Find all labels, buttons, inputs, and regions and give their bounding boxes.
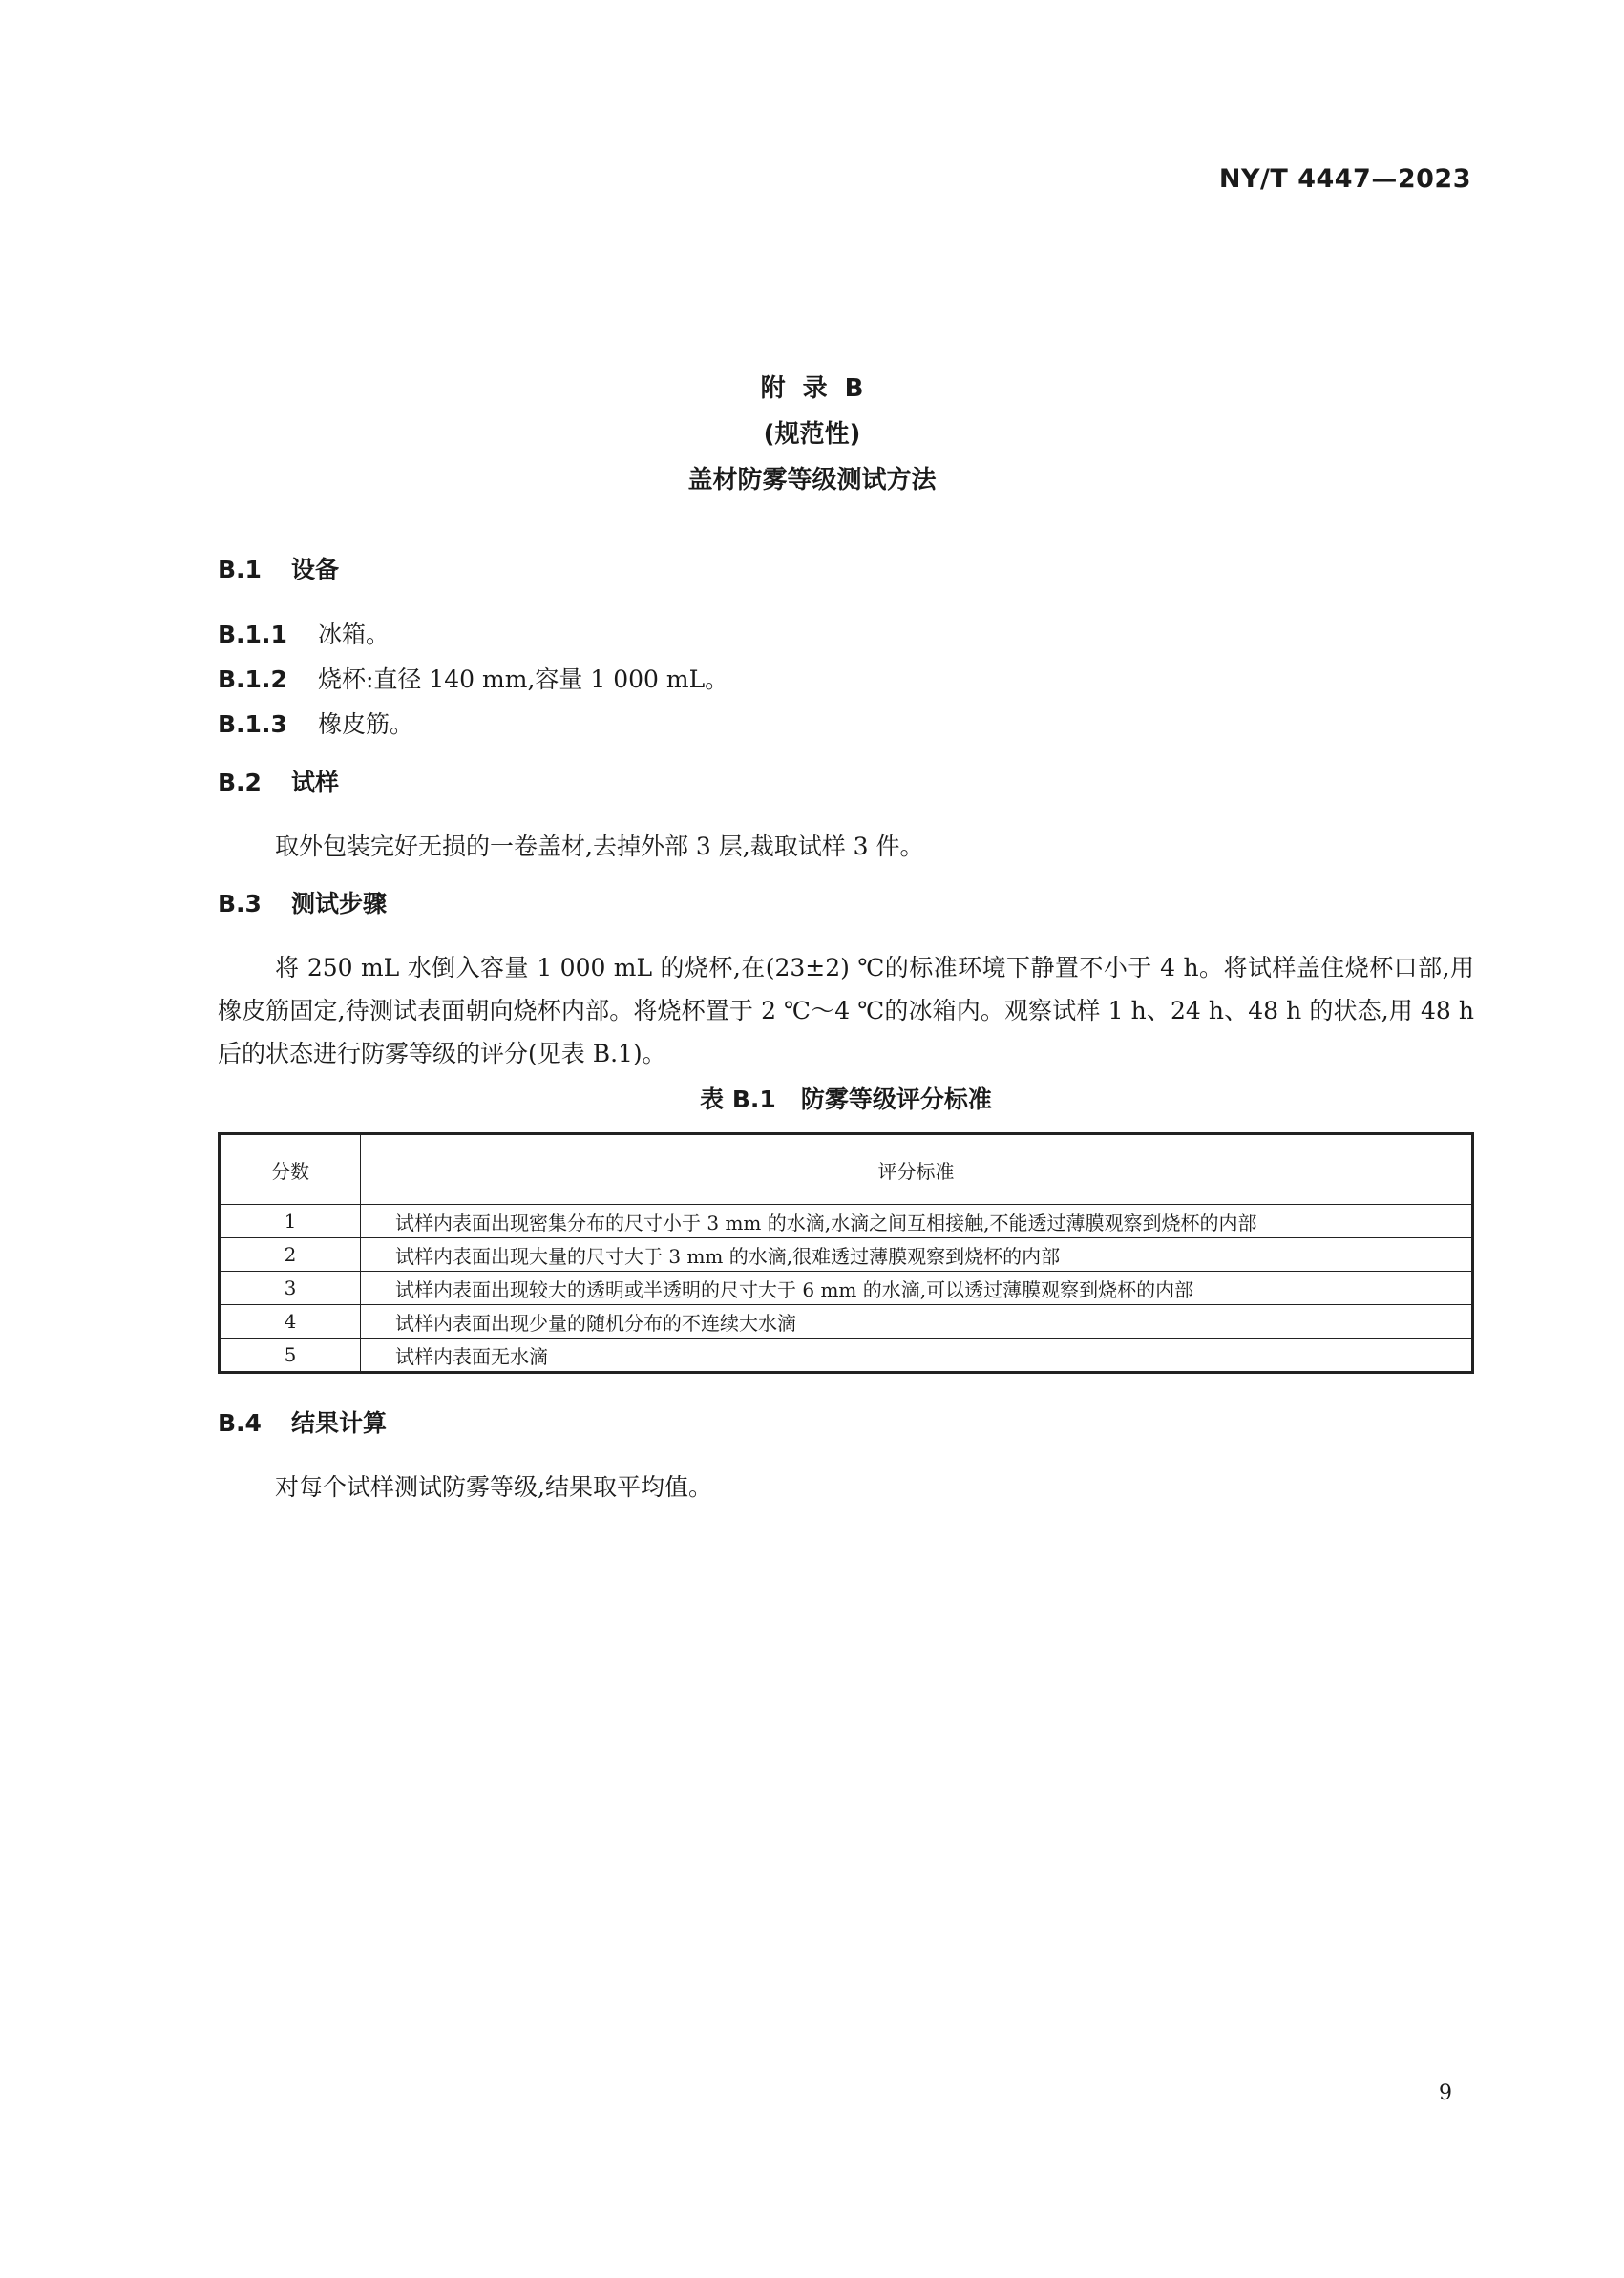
appendix-label: 附录B xyxy=(760,374,881,403)
score-cell: 4 xyxy=(220,1305,361,1339)
table-caption-number: 表 B.1 xyxy=(700,1086,776,1113)
criteria-cell: 试样内表面出现大量的尺寸大于 3 mm 的水滴,很难透过薄膜观察到烧杯的内部 xyxy=(361,1238,1473,1272)
section-number: B.1 xyxy=(218,556,262,583)
criteria-cell: 试样内表面出现少量的随机分布的不连续大水滴 xyxy=(361,1305,1473,1339)
section-b4-text: 对每个试样测试防雾等级,结果取平均值。 xyxy=(275,1473,712,1501)
clause-b1-3 xyxy=(218,702,1474,747)
clause-text: 烧杯:直径 140 mm,容量 1 000 mL。 xyxy=(318,665,729,693)
table-row xyxy=(220,1339,1473,1373)
table-row xyxy=(220,1238,1473,1272)
clause-text: 橡皮筋。 xyxy=(318,710,414,738)
section-number: B.4 xyxy=(218,1409,262,1437)
section-b2-text: 取外包装完好无损的一卷盖材,去掉外部 3 层,裁取试样 3 件。 xyxy=(275,833,924,860)
section-number: B.3 xyxy=(218,890,262,918)
table-header-row xyxy=(220,1134,1473,1205)
appendix-heading xyxy=(0,366,1624,503)
table-row xyxy=(220,1305,1473,1339)
section-b3-heading xyxy=(218,883,1474,925)
anti-fog-grading-table xyxy=(218,1132,1474,1374)
clause-number: B.1.3 xyxy=(218,710,287,738)
criteria-cell: 试样内表面出现较大的透明或半透明的尺寸大于 6 mm 的水滴,可以透过薄膜观察到烧杯的内部 xyxy=(361,1272,1473,1305)
section-title: 结果计算 xyxy=(291,1409,388,1437)
score-cell: 3 xyxy=(220,1272,361,1305)
section-title: 设备 xyxy=(291,556,340,583)
section-b3-text: 将 250 mL 水倒入容量 1 000 mL 的烧杯,在(23±2) ℃的标准环境下静置不小于 4 h。将试样盖住烧杯口部,用橡皮筋固定,待测试表面朝向烧杯内部。将烧杯置于 2 ℃～4 ℃的冰箱内。观察试样 1 h、24 h、48 h 的状态,用 48 h 后的状态进行防雾等级的评分(见表 B.1)。 xyxy=(218,954,1474,1067)
appendix-title: 盖材防雾等级测试方法 xyxy=(687,466,937,495)
document-id: NY/T 4447—2023 xyxy=(1218,164,1471,194)
section-title: 试样 xyxy=(291,769,340,796)
document-body xyxy=(218,549,1474,1508)
clause-text: 冰箱。 xyxy=(318,621,390,648)
clause-b1-2 xyxy=(218,657,1474,702)
table-caption xyxy=(218,1079,1474,1121)
score-cell: 1 xyxy=(220,1205,361,1238)
criteria-cell: 试样内表面无水滴 xyxy=(361,1339,1473,1373)
section-title: 测试步骤 xyxy=(291,890,388,918)
section-b4-heading xyxy=(218,1403,1474,1445)
section-number: B.2 xyxy=(218,769,262,796)
criteria-column-header: 评分标准 xyxy=(361,1134,1473,1205)
score-column-header: 分数 xyxy=(220,1134,361,1205)
score-cell: 5 xyxy=(220,1339,361,1373)
section-b2-heading xyxy=(218,762,1474,804)
criteria-cell: 试样内表面出现密集分布的尺寸小于 3 mm 的水滴,水滴之间互相接触,不能透过薄膜观察到烧杯的内部 xyxy=(361,1205,1473,1238)
table-row xyxy=(220,1205,1473,1238)
clause-number: B.1.2 xyxy=(218,665,287,693)
clause-b1-1 xyxy=(218,612,1474,657)
section-b1-heading xyxy=(218,549,1474,591)
appendix-nature: (规范性) xyxy=(763,420,861,449)
table-caption-title: 防雾等级评分标准 xyxy=(800,1086,992,1113)
clause-number: B.1.1 xyxy=(218,621,287,648)
page-number: 9 xyxy=(1439,2081,1452,2105)
table-row xyxy=(220,1272,1473,1305)
score-cell: 2 xyxy=(220,1238,361,1272)
